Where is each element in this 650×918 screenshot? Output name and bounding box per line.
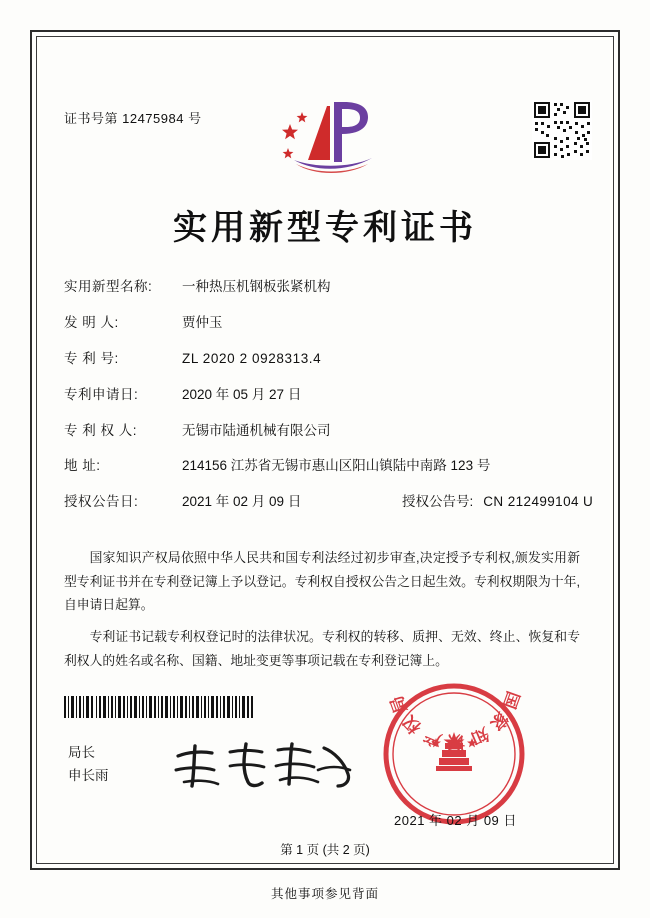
field-value-grant-number: CN 212499104 U xyxy=(483,494,594,510)
director-title-label: 局长 xyxy=(68,745,95,760)
signature-block xyxy=(68,742,109,788)
field-value-inventor: 贾仲玉 xyxy=(182,314,223,330)
field-value-address: 214156 江苏省无锡市惠山区阳山镇陆中南路 123 号 xyxy=(182,458,491,474)
field-row-address xyxy=(64,457,584,476)
field-row-grant xyxy=(64,493,594,512)
director-name-label: 申长雨 xyxy=(68,767,109,783)
legal-paragraph-2: 专利证书记载专利权登记时的法律状况。专利权的转移、质押、无效、终止、恢复和专利权人的姓名或名称、国籍、地址变更等事项记载在专利登记簿上。 xyxy=(64,629,580,668)
legal-text xyxy=(64,546,580,680)
field-value-patent-number: ZL 2020 2 0928313.4 xyxy=(182,350,322,366)
field-value-grant-date: 2021 年 02 月 09 日 xyxy=(182,494,302,510)
barcode-icon xyxy=(64,696,254,718)
field-label-inventor: 发 明 人: xyxy=(64,314,119,330)
field-value-patentee: 无锡市陆通机械有限公司 xyxy=(182,422,331,438)
field-row-inventor xyxy=(64,314,584,333)
field-label-patent-number: 专 利 号: xyxy=(64,350,119,366)
page-title: 实用新型专利证书 xyxy=(173,208,477,248)
field-value-application-date: 2020 年 05 月 27 日 xyxy=(182,386,302,402)
seal-date: 2021 年 02 月 09 日 xyxy=(394,813,517,828)
svg-text:国家知识产权局: 国家知识产权局 xyxy=(385,688,523,751)
field-label-patentee: 专 利 权 人: xyxy=(64,422,138,438)
field-value-name: 一种热压机钢板张紧机构 xyxy=(182,279,331,294)
field-label-name: 实用新型名称: xyxy=(64,279,153,294)
field-row-patentee xyxy=(64,422,584,441)
footer-note: 其他事项参见背面 xyxy=(270,887,379,901)
handwritten-signature-icon xyxy=(168,740,358,794)
field-label-application-date: 专利申请日: xyxy=(64,386,139,402)
legal-paragraph-1: 国家知识产权局依照中华人民共和国专利法经过初步审查,决定授予专利权,颁发实用新型专利证书并在专利登记簿上予以登记。专利权自授权公告之日起生效。专利权期限为十年,自申请日起算。 xyxy=(64,550,580,613)
certificate-number: 证书号第 12475984 号 xyxy=(64,111,202,126)
fields-list xyxy=(64,278,594,529)
official-seal-icon xyxy=(380,680,528,828)
field-row-application-date xyxy=(64,386,584,405)
cnipa-logo-icon xyxy=(272,98,382,176)
certificate-content xyxy=(50,50,600,857)
field-row-name xyxy=(64,278,584,297)
field-label-address: 地 址: xyxy=(64,458,101,474)
field-row-patent-number xyxy=(64,350,584,369)
page-number: 第 1 页 (共 2 页) xyxy=(280,843,370,857)
qr-code-icon xyxy=(532,100,592,160)
field-label-grant-number: 授权公告号: xyxy=(402,494,474,510)
field-label-grant-date: 授权公告日: xyxy=(64,494,139,510)
